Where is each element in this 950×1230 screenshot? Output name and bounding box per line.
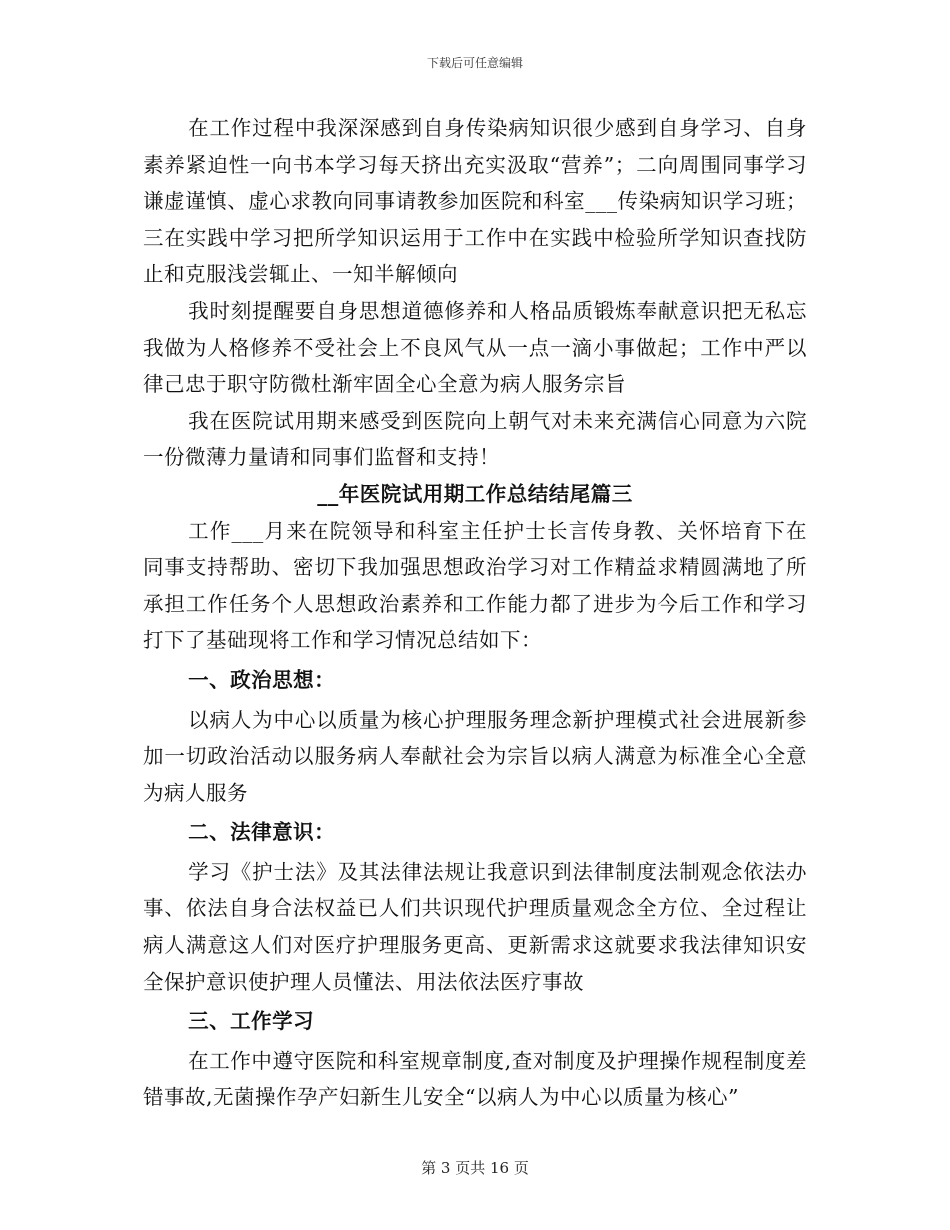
paragraph-7: 在工作中遵守医院和科室规章制度,查对制度及护理操作规程制度差错事故,无菌操作孕产妇新生儿安全“以病人为中心以质量为核心” [143,1048,807,1110]
subheading-work-study: 三、工作学习 [188,1009,315,1034]
section-title: __年医院试用期工作总结结尾篇三 [317,481,633,506]
subheading-law: 二、法律意识： [188,820,336,845]
paragraph-5: 以病人为中心以质量为核心护理服务理念新护理模式社会进展新参加一切政治活动以服务病人奉献社会为宗旨以病人满意为标准全心全意为病人服务 [143,707,807,805]
paragraph-6: 学习《护士法》及其法律法规让我意识到法律制度法制观念依法办事、依法自身合法权益已人们共识现代护理质量观念全方位、全过程让病人满意这人们对医疗护理服务更高、更新需求这就要求我法律知识安全保护意识使护理人员懂法、用法依法医疗事故 [143,859,807,994]
paragraph-2: 我时刻提醒要自身思想道德修养和人格品质锻炼奉献意识把无私忘我做为人格修养不受社会上不良风气从一点一滴小事做起；工作中严以律己忠于职守防微杜渐牢固全心全意为病人服务宗旨 [143,298,807,397]
paragraph-3: 我在医院试用期来感受到医院向上朝气对未来充满信心同意为六院一份微薄力量请和同事们监督和支持！ [143,408,807,470]
document-body [143,110,807,1116]
subheading-politics: 一、政治思想： [188,667,336,692]
header-note: 下载后可任意编辑 [426,56,523,70]
paragraph-1: 在工作过程中我深深感到自身传染病知识很少感到自身学习、自身素养紧迫性一向书本学习每天挤出充实汲取“营养”；二向周围同事学习谦虚谨慎、虚心求教向同事请教参加医院和科室___传染病知识学习班；三在实践中学习把所学知识运用于工作中在实践中检验所学知识查找防止和克服浅尝辄止、一知半解倾向 [143,116,807,287]
page-number: 第 3 页共 16 页 [421,1159,529,1177]
paragraph-4: 工作___月来在院领导和科室主任护士长言传身教、关怀培育下在同事支持帮助、密切下我加强思想政治学习对工作精益求精圆满地了所承担工作任务个人思想政治素养和工作能力都了进步为今后工作和学习打下了基础现将工作和学习情况总结如下： [143,518,807,653]
